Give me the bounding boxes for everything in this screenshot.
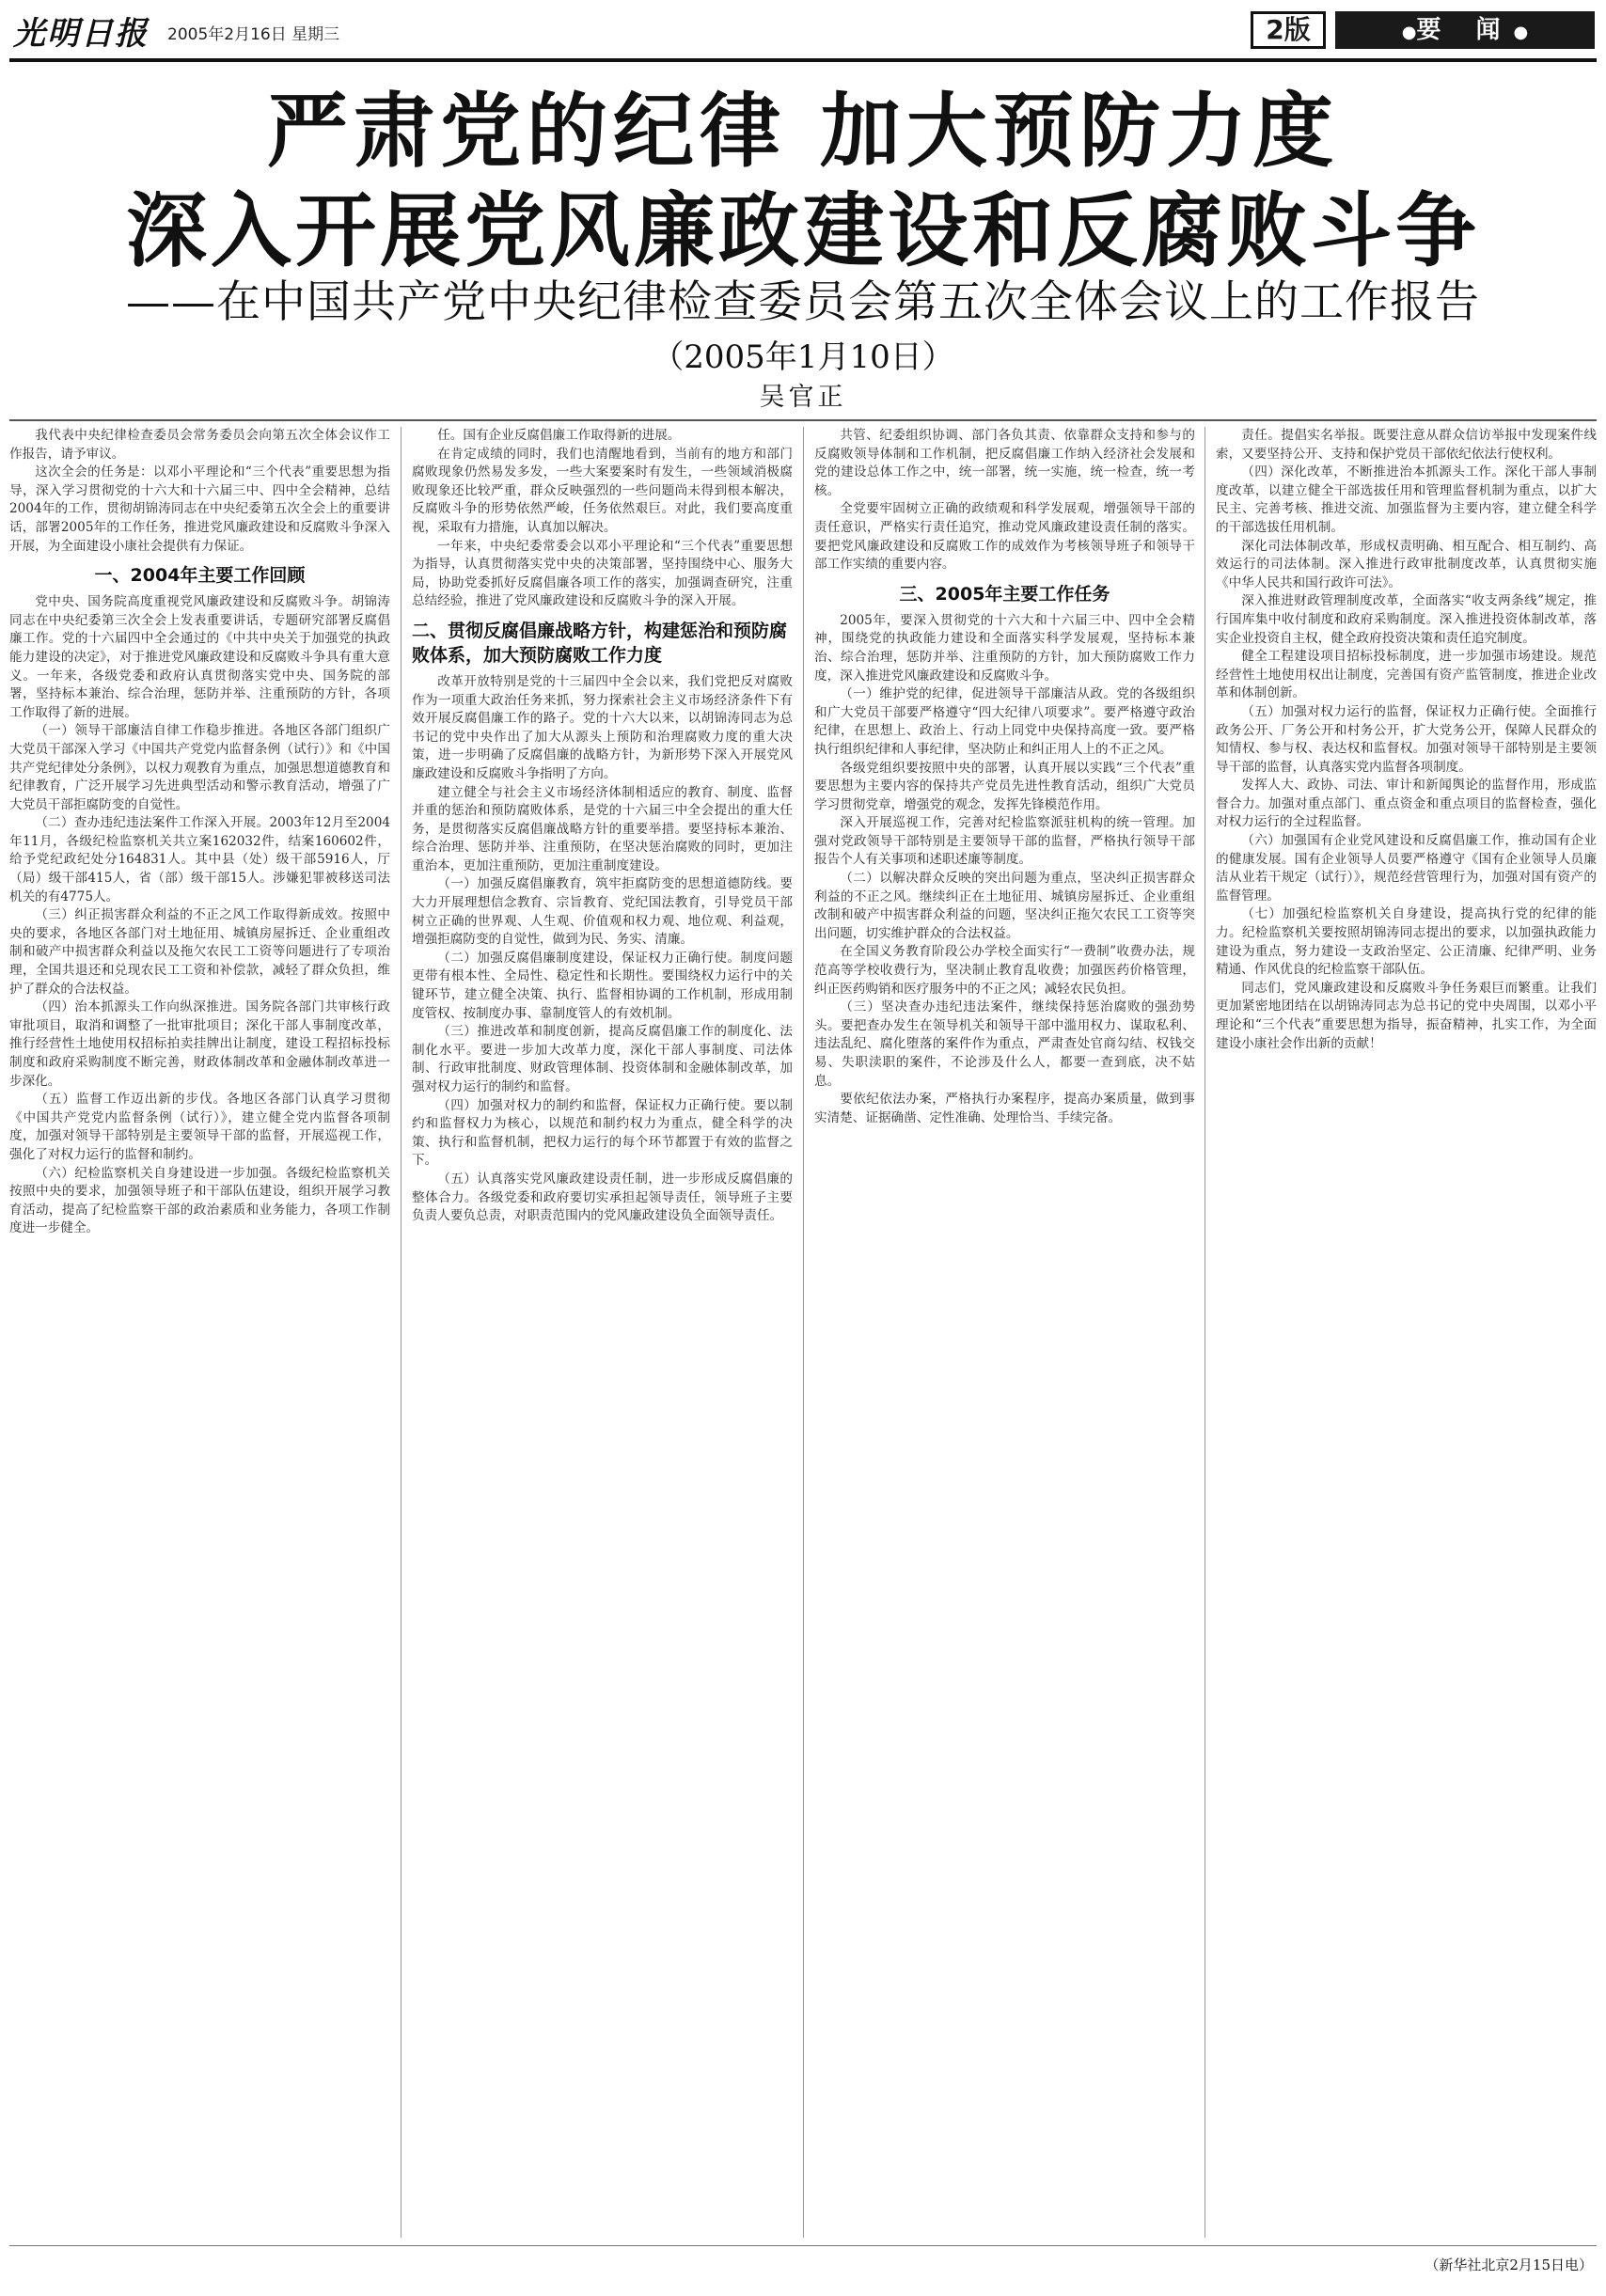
bullet-icon: ● xyxy=(1401,23,1417,42)
paragraph: （一）领导干部廉洁自律工作稳步推进。各地区各部门组织广大党员干部深入学习《中国共产党党内监督条例（试行）》和《中国共产党纪律处分条例》，以权力观教育为重点，加强思想道德教育和纪律教育，广泛开展学习先进典型活动和警示教育活动，增强了广大党员干部拒腐防变的自觉性。 xyxy=(9,723,390,812)
paragraph: 全党要牢固树立正确的政绩观和科学发展观，增强领导干部的责任意识，严格实行责任追究，推动党风廉政建设责任制的落实。要把党风廉政建设和反腐败工作的成效作为考核领导班子和领导干部工作实绩的重要内容。 xyxy=(814,501,1195,573)
paragraph: 责任。提倡实名举报。既要注意从群众信访举报中发现案件线索，又要坚持公开、支持和保护党员干部依纪依法行使权利。 xyxy=(1216,428,1597,462)
column-divider xyxy=(803,427,804,2238)
paragraph: 党中央、国务院高度重视党风廉政建设和反腐败斗争。胡锦涛同志在中央纪委第三次全会上发表重要讲话，专题研究部署反腐倡廉工作。党的十六届四中全会通过的《中共中央关于加强党的执政能力建设的决定》，对于推进党风廉政建设和反腐败斗争具有重大意义。一年来，各级党委和政府认真贯彻落实党中央、国务院的部署，坚持标本兼治、综合治理，惩防并举、注重预防的方针，各项工作取得了新的进展。 xyxy=(9,594,390,720)
paragraph: 在全国义务教育阶段公办学校全面实行“一费制”收费办法，规范高等学校收费行为，坚决制止教育乱收费；加强医药价格管理，纠正医药购销和医疗服务中的不正之风；减轻农民负担。 xyxy=(814,944,1195,997)
headline-subtitle: ——在中国共产党中央纪律检查委员会第五次全体会议上的工作报告 xyxy=(126,276,1480,328)
paragraph: （二）加强反腐倡廉制度建设，保证权力正确行使。制度问题更带有根本性、全局性、稳定性和长期性。要围绕权力运行中的关键环节，建立健全决策、执行、监督相协调的工作机制，形成用制度管权、按制度办事、靠制度管人的有效机制。 xyxy=(412,950,793,1021)
bullet-icon: ● xyxy=(1513,23,1529,42)
paragraph: 一年来，中央纪委常委会以邓小平理论和“三个代表”重要思想为指导，认真贯彻落实党中央的决策部署，坚持围绕中心、服务大局，协助党委抓好反腐倡廉各项工作的落实，加强调查研究，注重总结经验，推进了党风廉政建设和反腐败斗争的深入开展。 xyxy=(412,538,793,609)
paragraph: （一）加强反腐倡廉教育，筑牢拒腐防变的思想道德防线。要大力开展理想信念教育、宗旨教育、党纪国法教育，引导党员干部树立正确的世界观、人生观、价值观和权力观、地位观、利益观，增强拒腐防变的自觉性，做到为民、务实、清廉。 xyxy=(412,876,793,948)
paragraph: （五）监督工作迈出新的步伐。各地区各部门认真学习贯彻《中国共产党党内监督条例（试行）》，建立健全党内监督各项制度，加强对领导干部特别是主要领导干部的监督，开展巡视工作，强化了对权力运行的监督和制约。 xyxy=(9,1092,390,1162)
article-column-3 xyxy=(814,427,1195,2238)
paragraph: 深入推进财政管理制度改革，全面落实“收支两条线”规定，推行国库集中收付制度和政府采购制度。深入推进投资体制改革，落实企业投资自主权，健全政府投资决策和责任追究制度。 xyxy=(1216,593,1597,646)
paragraph: 2005年，要深入贯彻党的十六大和十六届三中、四中全会精神，围绕党的执政能力建设和全面落实科学发展观，坚持标本兼治、综合治理，惩防并举、注重预防的方针，加大预防腐败工作力度，深入推进党风廉政建设和反腐败斗争。 xyxy=(814,612,1195,684)
masthead xyxy=(0,0,1606,56)
paragraph: 发挥人大、政协、司法、审计和新闻舆论的监督作用，形成监督合力。加强对重点部门、重点资金和重点项目的监督检查，强化对权力运行的全过程监督。 xyxy=(1216,778,1597,830)
paragraph: 健全工程建设项目招标投标制度，进一步加强市场建设。规范经营性土地使用权出让制度，完善国有资产监管制度，推进企业改革和体制创新。 xyxy=(1216,649,1597,701)
paragraph: （二）以解决群众反映的突出问题为重点，坚决纠正损害群众利益的不正之风。继续纠正在土地征用、城镇房屋拆迁、企业重组改制和破产中损害群众利益的问题，坚决纠正拖欠农民工工资等突出问题，切实维护群众的合法权益。 xyxy=(814,871,1195,941)
section-name: 要 闻 xyxy=(1416,16,1514,44)
section-heading: 二、贯彻反腐倡廉战略方针，构建惩治和预防腐败体系，加大预防腐败工作力度 xyxy=(412,620,788,666)
footer-rule xyxy=(9,2245,1597,2246)
paragraph: 各级党组织要按照中央的部署，认真开展以实践“三个代表”重要思想为主要内容的保持共产党员先进性教育活动，组织广大党员学习贯彻党章，增强党的观念，发挥先锋模范作用。 xyxy=(814,760,1195,812)
headline-line-1: 严肃党的纪律 加大预防力度 xyxy=(267,85,1339,179)
article-column-2 xyxy=(412,427,793,2238)
paragraph: （七）加强纪检监察机关自身建设，提高执行党的纪律的能力。纪检监察机关要按照胡锦涛同志提出的要求，以加强执政能力建设为重点，努力建设一支政治坚定、公正清廉、纪律严明、业务精通、作风优良的纪检监察干部队伍。 xyxy=(1216,906,1597,978)
author-byline: 吴官正 xyxy=(759,383,847,412)
paragraph: 同志们，党风廉政建设和反腐败斗争任务艰巨而繁重。让我们更加紧密地团结在以胡锦涛同志为总书记的党中央周围，以邓小平理论和“三个代表”重要思想为指导，振奋精神，扎实工作，为全面建设小康社会作出新的贡献！ xyxy=(1216,980,1597,1051)
issue-date: 2005年2月16日 星期三 xyxy=(167,25,340,44)
paragraph: （一）维护党的纪律，促进领导干部廉洁从政。党的各级组织和广大党员干部要严格遵守“四大纪律八项要求”。要严格遵守政治纪律，在思想上、政治上、行动上同党中央保持高度一致。要严格执行组织纪律和人事纪律，坚决防止和纠正用人上的不正之风。 xyxy=(814,686,1195,757)
article-column-1 xyxy=(9,427,390,2238)
newspaper-logo: 光明日报 xyxy=(13,15,149,53)
paragraph: 我代表中央纪律检查委员会常务委员会向第五次全体会议作工作报告，请予审议。 xyxy=(9,428,390,462)
paragraph: （三）纠正损害群众利益的不正之风工作取得新成效。按照中央的要求，各地区各部门对土地征用、城镇房屋拆迁、企业重组改制和破产中损害群众利益以及拖欠农民工工资等问题进行了专项治理，全国共退还和兑现农民工工资和补偿款，减轻了群众负担，维护了群众的合法权益。 xyxy=(9,907,390,997)
paragraph: 改革开放特别是党的十三届四中全会以来，我们党把反对腐败作为一项重大政治任务来抓，努力探索社会主义市场经济条件下有效开展反腐倡廉工作的路子。党的十六大以来，以胡锦涛同志为总书记的党中央作出了加大从源头上预防和治理腐败力度的重大决策，进一步明确了反腐倡廉的战略方针，为新形势下深入开展党风廉政建设和反腐败斗争指明了方向。 xyxy=(412,673,793,781)
column-divider xyxy=(1204,427,1205,2238)
paragraph: （五）加强对权力运行的监督，保证权力正确行使。全面推行政务公开、厂务公开和村务公开，扩大党务公开，保障人民群众的知情权、参与权、表达权和监督权。加强对领导干部特别是主要领导干部的监督，认真落实党内监督各项制度。 xyxy=(1216,703,1597,775)
paragraph: （三）坚决查办违纪违法案件，继续保持惩治腐败的强劲势头。要把查办发生在领导机关和领导干部中滥用权力、谋取私利、违法乱纪、腐化堕落的案件作为重点，严肃查处官商勾结、权钱交易、失职渎职的案件，不论涉及什么人，都要一查到底，决不姑息。 xyxy=(814,999,1195,1089)
column-divider xyxy=(401,427,402,2238)
paragraph: （六）纪检监察机关自身建设进一步加强。各级纪检监察机关按照中央的要求，加强领导班子和干部队伍建设，组织开展学习教育活动，提高了纪检监察干部的政治素质和业务能力，各项工作制度进一步健全。 xyxy=(9,1165,390,1236)
headline-line-2: 深入开展党风廉政建设和反腐败斗争 xyxy=(126,184,1480,278)
paragraph: 深入开展巡视工作，完善对纪检监察派驻机构的统一管理。加强对党政领导干部特别是主要领导干部的监督，严格执行领导干部报告个人有关事项和述职述廉等制度。 xyxy=(814,815,1195,868)
paragraph: 在肯定成绩的同时，我们也清醒地看到，当前有的地方和部门腐败现象仍然易发多发，一些大案要案时有发生，一些领域消极腐败现象还比较严重，群众反映强烈的一些问题尚未得到根本解决，反腐败斗争的形势依然严峻，任务依然艰巨。对此，我们要高度重视，采取有力措施，认真加以解决。 xyxy=(412,446,793,535)
section-heading: 三、2005年主要工作任务 xyxy=(899,583,1110,605)
page-number: 2版 xyxy=(1251,11,1326,49)
paragraph: （五）认真落实党风廉政建设责任制，进一步形成反腐倡廉的整体合力。各级党委和政府要切实承担起领导责任，领导班子主要负责人要负总责，对职责范围内的党风廉政建设负全面领导责任。 xyxy=(412,1171,793,1224)
paragraph: 要依纪依法办案，严格执行办案程序，提高办案质量，做到事实清楚、证据确凿、定性准确、处理恰当、手续完备。 xyxy=(814,1092,1195,1125)
headline-rule xyxy=(9,419,1597,421)
article-body xyxy=(9,427,1597,2238)
paragraph: 任。国有企业反腐倡廉工作取得新的进展。 xyxy=(437,428,681,443)
section-heading: 一、2004年主要工作回顾 xyxy=(94,565,306,587)
paragraph: 深化司法体制改革，形成权责明确、相互配合、相互制约、高效运行的司法体制。深入推进行政审批制度改革，认真贯彻实施《中华人民共和国行政许可法》。 xyxy=(1216,538,1597,590)
paragraph: 共管、纪委组织协调、部门各负其责、依靠群众支持和参与的反腐败领导体制和工作机制，把反腐倡廉工作纳入经济社会发展和党的建设总体工作之中，统一部署，统一实施，统一检查，统一考核。 xyxy=(814,428,1195,498)
section-label xyxy=(1335,11,1595,49)
paragraph: （四）深化改革，不断推进治本抓源头工作。深化干部人事制度改革，以建立健全干部选拔任用和管理监督机制为重点，以扩大民主、完善考核、推进交流、加强监督为主要内容，建立健全科学的干部选拔任用机制。 xyxy=(1216,464,1597,535)
paragraph: （四）加强对权力的制约和监督，保证权力正确行使。要以制约和监督权力为核心，以规范和制约权力为重点，健全科学的决策、执行和监督机制，把权力运行的每个环节都置于有效的监督之下。 xyxy=(412,1097,793,1169)
report-date: （2005年1月10日） xyxy=(652,338,954,376)
top-rule xyxy=(9,58,1597,62)
paragraph: （二）查办违纪违法案件工作深入开展。2003年12月至2004年11月，各级纪检监察机关共立案162032件，结案160602件，给予党纪政纪处分164831人。其中县（处）级干部5916人，厅（局）级干部415人，省（部）级干部15人。涉嫌犯罪被移送司法机关的有4775人。 xyxy=(9,815,390,904)
article-column-4 xyxy=(1216,427,1597,2238)
paragraph: 这次全会的任务是：以邓小平理论和“三个代表”重要思想为指导，深入学习贯彻党的十六大和十六届三中、四中全会精神，总结2004年的工作，贯彻胡锦涛同志在中央纪委第五次全会上的重要讲话，部署2005年的工作任务，推进党风廉政建设和反腐败斗争深入开展，为全面建设小康社会提供有力保证。 xyxy=(9,464,390,554)
paragraph: （四）治本抓源头工作向纵深推进。国务院各部门共审核行政审批项目，取消和调整了一批审批项目；深化干部人事制度改革，推行经营性土地使用权招标拍卖挂牌出让制度，建设工程招标投标制度和政府采购制度不断完善，财政体制改革和金融体制改革进一步深化。 xyxy=(9,999,390,1089)
paragraph: （六）加强国有企业党风建设和反腐倡廉工作，推动国有企业的健康发展。国有企业领导人员要严格遵守《国有企业领导人员廉洁从业若干规定（试行）》，规范经营管理行为，加强对国有资产的监督管理。 xyxy=(1216,833,1597,904)
paragraph: 建立健全与社会主义市场经济体制相适应的教育、制度、监督并重的惩治和预防腐败体系，是党的十六届三中全会提出的重大任务，是贯彻落实反腐倡廉战略方针的重要举措。要坚持标本兼治、综合治理、惩防并举、注重预防，在坚决惩治腐败的同时，更加注重治本，更加注重预防，更加注重制度建设。 xyxy=(412,784,793,873)
news-agency-credit: （新华社北京2月15日电） xyxy=(1425,2257,1593,2273)
paragraph: （三）推进改革和制度创新，提高反腐倡廉工作的制度化、法制化水平。要进一步加大改革力度，深化干部人事制度、司法体制、行政审批制度、财政管理体制、投资体制和金融体制改革，加强对权力运行的制约和监督。 xyxy=(412,1024,793,1094)
